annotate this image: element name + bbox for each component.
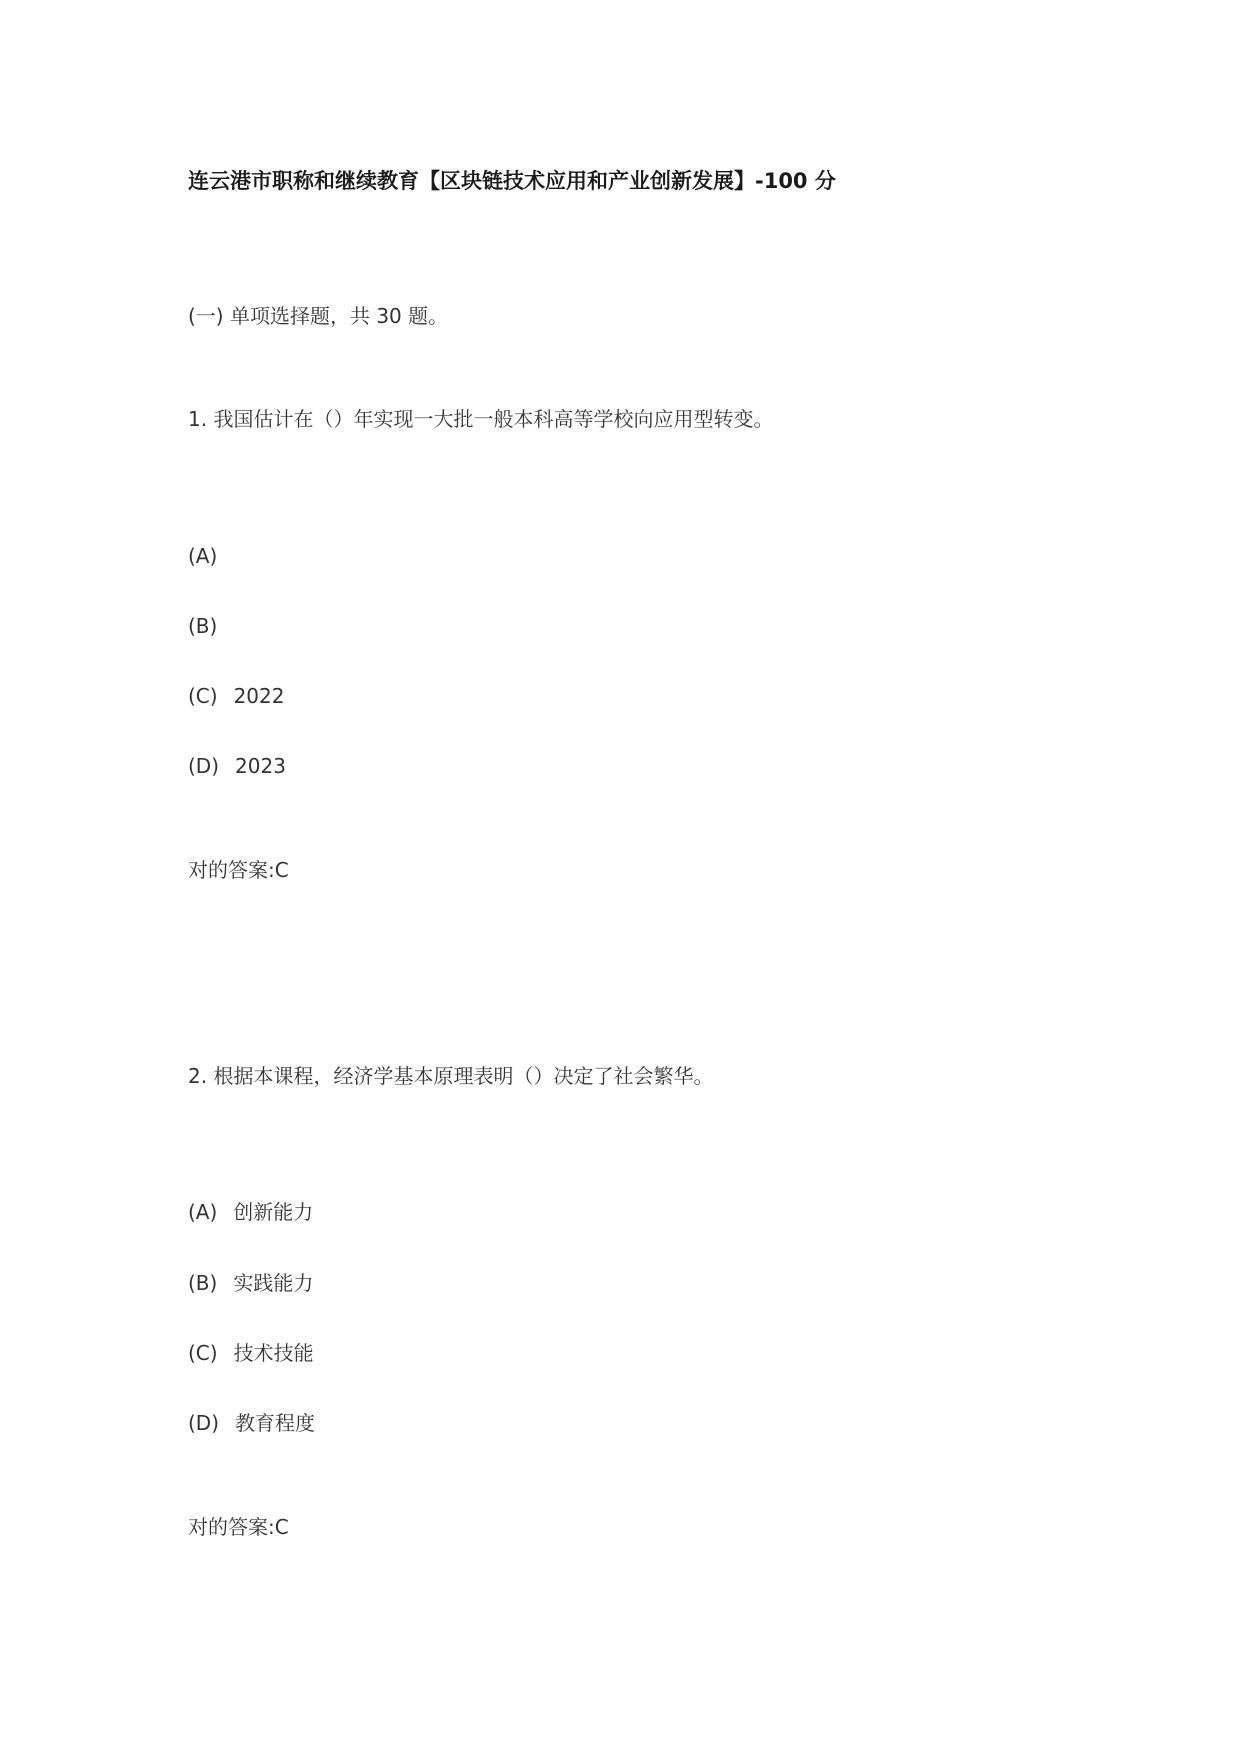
option-text: 2022 [233, 684, 285, 708]
question-2-option-b [188, 1270, 313, 1296]
question-1-option-b [188, 613, 233, 639]
option-label: (A) [188, 1200, 218, 1224]
option-label: (A) [188, 544, 218, 568]
question-1-text: 1. 我国估计在（）年实现一大批一般本科高等学校向应用型转变。 [188, 407, 774, 431]
question-2-option-c [188, 1340, 314, 1366]
option-label: (C) [188, 1341, 218, 1365]
section-heading: (一) 单项选择题，共 30 题。 [188, 304, 449, 328]
document-title: 连云港市职称和继续教育【区块链技术应用和产业创新发展】-100 分 [188, 169, 836, 193]
question-1-option-c [188, 683, 284, 709]
option-label: (B) [188, 614, 218, 638]
option-label: (C) [188, 684, 218, 708]
question-2-option-a [188, 1199, 313, 1225]
question-2-answer: 对的答案:C [188, 1515, 289, 1539]
option-label: (B) [188, 1271, 218, 1295]
option-text: 2023 [235, 754, 286, 778]
option-text: 教育程度 [235, 1411, 316, 1435]
question-1-option-a [188, 543, 233, 569]
option-text: 创新能力 [233, 1200, 314, 1224]
option-label: (D) [188, 754, 220, 778]
question-1-answer: 对的答案:C [188, 858, 289, 882]
question-2-option-d [188, 1410, 315, 1436]
option-text: 实践能力 [233, 1271, 314, 1295]
question-1-option-d [188, 753, 286, 779]
question-2-text: 2. 根据本课程，经济学基本原理表明（）决定了社会繁华。 [188, 1064, 714, 1088]
option-label: (D) [188, 1411, 220, 1435]
option-text: 技术技能 [233, 1341, 314, 1365]
